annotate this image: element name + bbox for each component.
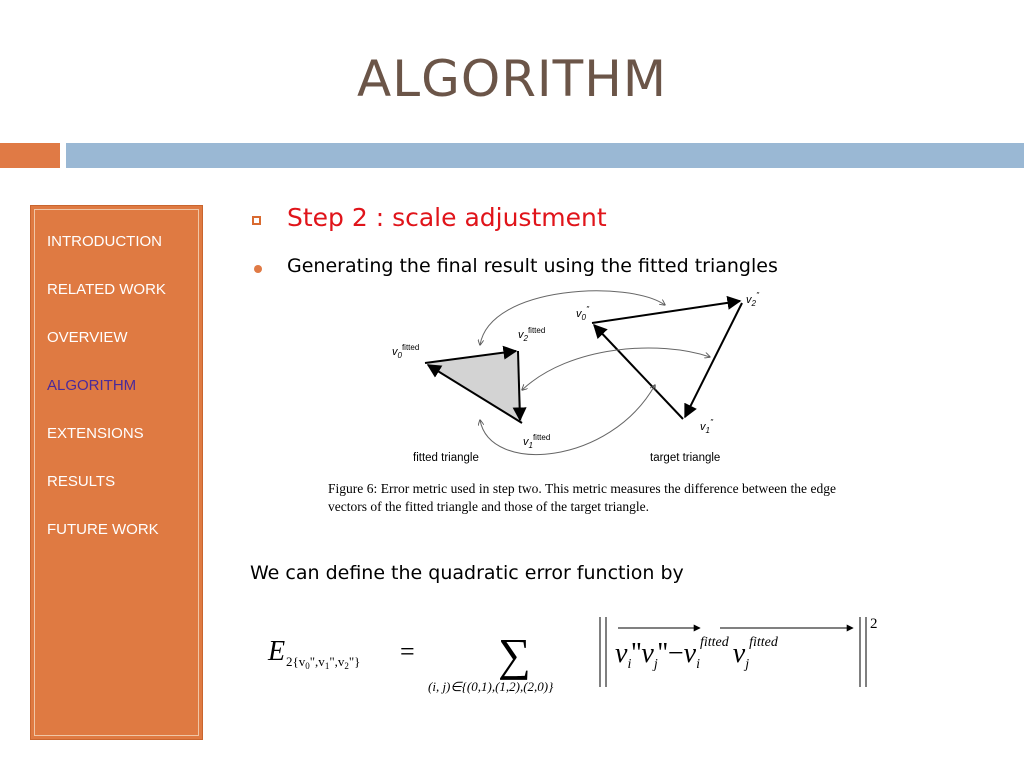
- sidebar-item-future-work[interactable]: FUTURE WORK: [47, 521, 159, 538]
- slide-title: ALGORITHM: [357, 50, 667, 108]
- target-edge-10: [594, 325, 683, 419]
- sidebar-item-results[interactable]: RESULTS: [47, 473, 116, 490]
- formula-E: E: [268, 636, 286, 667]
- bullet-text: Generating the final result using the fitted triangles: [287, 255, 778, 277]
- correspondence-arrow-top: [480, 291, 665, 345]
- formula-sum-range: (i, j)∈{(0,1),(1,2),(2,0)}: [428, 679, 554, 694]
- target-edge-02: [592, 301, 740, 323]
- error-function-formula: [260, 612, 900, 702]
- target-edge-21: [685, 303, 742, 417]
- fitted-triangle-caption: fitted triangle: [413, 452, 479, 464]
- label-v0-fitted: $v_0^{fitted}$: [392, 343, 420, 360]
- label-v0-target: $v_0''$: [576, 305, 590, 322]
- formula-power: 2: [870, 616, 878, 632]
- accent-bar-blue: [66, 143, 1024, 168]
- label-v2-fitted: $v_2^{fitted}$: [518, 326, 546, 343]
- label-v1-fitted: $v_1^{fitted}$: [523, 433, 551, 450]
- correspondence-arrow-middle: [522, 348, 710, 390]
- triangle-diagram: [380, 285, 800, 475]
- sidebar-item-extensions[interactable]: EXTENSIONS: [47, 425, 144, 442]
- label-v2-target: $v_2''$: [746, 291, 760, 308]
- sidebar-nav: [30, 205, 203, 740]
- formula-vector-term: $v_i''v_j''-v_i^{fitted}$ $v_j^{fitted}$: [615, 635, 778, 672]
- target-triangle-caption: target triangle: [650, 452, 721, 464]
- accent-bar-orange: [0, 143, 60, 168]
- formula-equals: =: [400, 637, 415, 666]
- square-bullet-icon: [252, 216, 261, 225]
- sidebar-item-introduction[interactable]: INTRODUCTION: [47, 233, 162, 250]
- sidebar-item-related-work[interactable]: RELATED WORK: [47, 281, 166, 298]
- figure-caption: Figure 6: Error metric used in step two. This metric measures the difference between the edge vectors of the fitted triangle and those of the target triangle.: [328, 481, 836, 514]
- define-text: We can define the quadratic error function by: [250, 562, 684, 584]
- sidebar-item-overview[interactable]: OVERVIEW: [47, 329, 128, 346]
- formula-sigma: ∑: [498, 629, 531, 680]
- formula-E-subscript: $2\{v_0",v_1",v_2"\}$: [286, 654, 361, 671]
- label-v1-target: $v_1''$: [700, 418, 714, 435]
- sidebar-item-algorithm[interactable]: ALGORITHM: [47, 377, 137, 394]
- step-heading: Step 2 : scale adjustment: [287, 203, 607, 232]
- dot-bullet-icon: [254, 265, 262, 273]
